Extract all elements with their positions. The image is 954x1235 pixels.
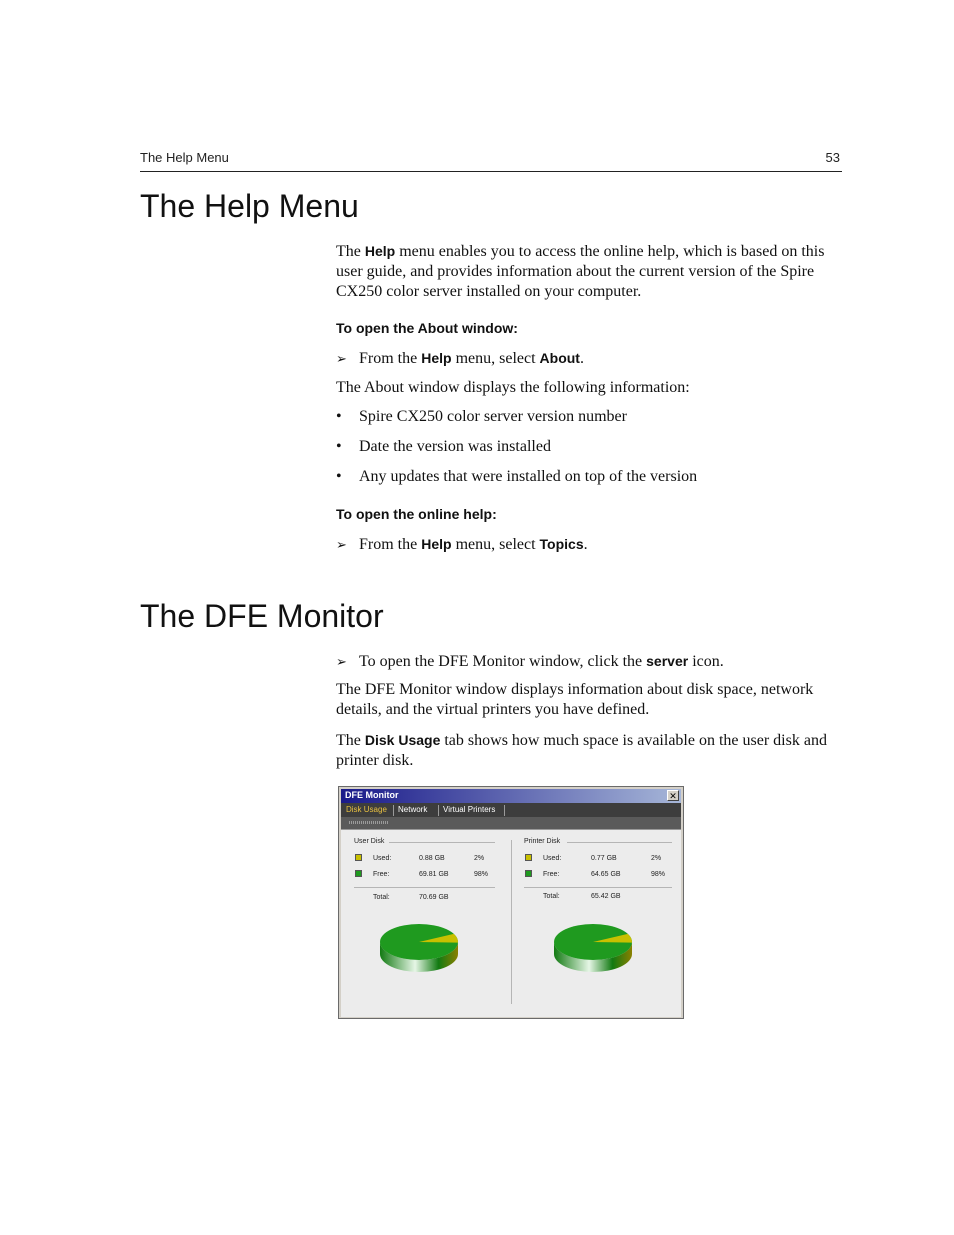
used-percent: 2% xyxy=(474,855,485,862)
tab-divider xyxy=(393,805,394,816)
text: The xyxy=(336,243,365,260)
divider xyxy=(354,887,495,888)
term-disk-usage: Disk Usage xyxy=(364,732,441,748)
total-label: Total: xyxy=(543,893,560,900)
disk-usage-panel xyxy=(341,829,681,1017)
free-percent: 98% xyxy=(651,871,666,878)
free-value: 69.81 GB xyxy=(419,871,449,878)
dfe-para-2 xyxy=(336,730,846,771)
close-icon[interactable]: ✕ xyxy=(667,790,679,801)
used-label: Used: xyxy=(373,855,392,862)
panel-divider xyxy=(511,840,512,1004)
divider xyxy=(389,842,495,843)
page-number: 53 xyxy=(825,150,840,165)
user-disk-pie-chart xyxy=(379,920,463,976)
text: icon. xyxy=(688,653,724,670)
used-swatch xyxy=(525,854,532,861)
used-label: Used: xyxy=(543,855,562,862)
text: From the xyxy=(359,536,422,553)
text: menu, select xyxy=(451,536,540,553)
online-help-step xyxy=(336,534,588,556)
tab-virtual-printers[interactable]: Virtual Printers xyxy=(443,805,496,814)
free-value: 64.65 GB xyxy=(591,871,621,878)
step-arrow-icon: ➢ xyxy=(336,655,347,670)
total-label: Total: xyxy=(373,894,390,901)
text: . xyxy=(583,536,588,553)
free-swatch xyxy=(355,870,362,877)
divider xyxy=(524,887,672,888)
free-percent: 98% xyxy=(474,871,489,878)
tab-bar xyxy=(341,803,681,817)
dfe-para-1: The DFE Monitor window displays information about disk space, network details, and the virtual printers you have defined. xyxy=(336,681,814,718)
tab-network[interactable]: Network xyxy=(398,805,428,814)
total-value: 70.69 GB xyxy=(419,894,449,901)
text: The xyxy=(336,732,365,749)
text: menu, select xyxy=(451,350,540,367)
text: Spire CX250 color server version number xyxy=(359,408,627,425)
header-rule xyxy=(140,171,842,172)
menu-help: Help xyxy=(421,350,452,366)
used-percent: 2% xyxy=(651,855,662,862)
window-titlebar xyxy=(341,789,681,803)
text: Any updates that were installed on top of the version xyxy=(359,468,698,485)
bullet-icon: • xyxy=(336,408,342,425)
bullet-icon: • xyxy=(336,468,342,485)
term-help: Help xyxy=(364,243,396,259)
total-value: 65.42 GB xyxy=(591,893,621,900)
help-menu-heading: The Help Menu xyxy=(140,188,359,224)
used-value: 0.88 GB xyxy=(419,855,445,862)
printer-disk-pie-chart xyxy=(553,920,637,976)
list-item xyxy=(336,407,627,427)
about-procedure-heading: To open the About window: xyxy=(336,320,518,336)
list-item xyxy=(336,467,697,487)
menu-item-topics: Topics xyxy=(539,536,584,552)
printer-disk-label: Printer Disk xyxy=(524,838,561,845)
bullet-icon: • xyxy=(336,438,342,455)
free-swatch xyxy=(525,870,532,877)
running-header-section: The Help Menu xyxy=(140,150,229,165)
about-description: The About window displays the following information: xyxy=(336,379,690,396)
tab-strip xyxy=(341,817,681,829)
text: tab shows how much space is available on the user disk and printer disk. xyxy=(336,732,827,769)
free-label: Free: xyxy=(543,871,560,878)
tab-grip xyxy=(349,821,389,824)
user-disk-label: User Disk xyxy=(354,838,385,845)
free-label: Free: xyxy=(373,871,390,878)
dfe-monitor-heading: The DFE Monitor xyxy=(140,598,384,634)
used-value: 0.77 GB xyxy=(591,855,617,862)
online-help-procedure-heading: To open the online help: xyxy=(336,506,497,522)
used-swatch xyxy=(355,854,362,861)
step-arrow-icon: ➢ xyxy=(336,352,347,367)
dfe-step xyxy=(336,651,724,673)
help-menu-intro xyxy=(336,241,846,302)
divider xyxy=(567,842,672,843)
term-server: server xyxy=(646,653,689,669)
tab-disk-usage[interactable]: Disk Usage xyxy=(346,805,387,814)
text: menu enables you to access the online help, which is based on this user guide, and provides information about the current version of the Spire CX250 color server installed on your computer. xyxy=(336,243,825,300)
menu-help: Help xyxy=(421,536,452,552)
tab-divider xyxy=(438,805,439,816)
window-title: DFE Monitor xyxy=(345,790,399,800)
menu-item-about: About xyxy=(539,350,580,366)
step-arrow-icon: ➢ xyxy=(336,538,347,553)
text: To open the DFE Monitor window, click the xyxy=(359,653,647,670)
tab-divider xyxy=(504,805,505,816)
about-step xyxy=(336,348,584,370)
list-item xyxy=(336,437,551,457)
text: Date the version was installed xyxy=(359,438,551,455)
text: From the xyxy=(359,350,422,367)
dfe-monitor-window xyxy=(338,786,684,1019)
text: . xyxy=(579,350,584,367)
